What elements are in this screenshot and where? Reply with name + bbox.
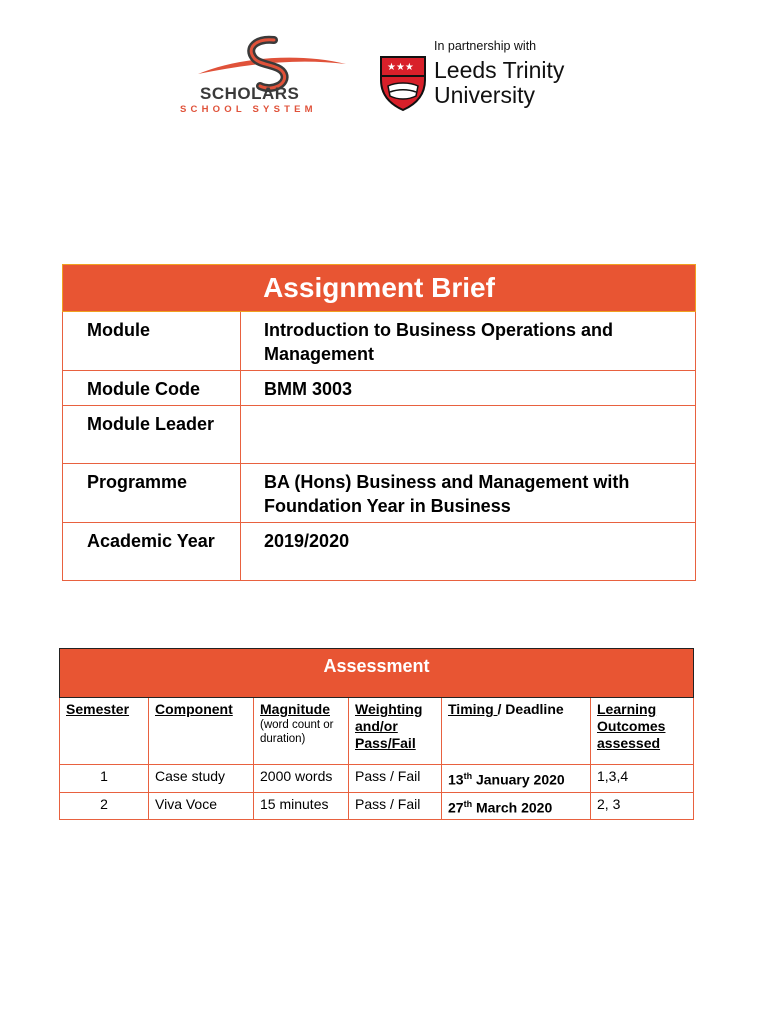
cell-semester: 1 [60, 765, 149, 793]
brief-value: BMM 3003 [241, 371, 696, 406]
university-name [434, 58, 564, 108]
brief-key: Academic Year [63, 523, 241, 581]
brief-row-module-leader [63, 406, 696, 464]
header-weighting: Weighting and/or Pass/Fail [355, 701, 423, 751]
brief-value: 2019/2020 [241, 523, 696, 581]
header-semester: Semester [66, 701, 130, 717]
brief-key: Module Code [63, 371, 241, 406]
header-timing: Timing [448, 701, 498, 717]
partnership-text: In partnership with [434, 39, 537, 53]
header-component: Component [155, 701, 233, 717]
brief-value: BA (Hons) Business and Management with Foundation Year in Business [241, 464, 696, 523]
cell-semester: 2 [60, 792, 149, 820]
brief-row-module-code [63, 371, 696, 406]
cell-outcomes: 2, 3 [591, 792, 694, 820]
header-learning-outcomes: Learning Outcomes assessed [597, 701, 666, 751]
brief-row-programme [63, 464, 696, 523]
scholars-subtitle: SCHOOL SYSTEM [180, 104, 317, 115]
cell-deadline: 27th March 2020 [442, 792, 591, 820]
brief-key: Module Leader [63, 406, 241, 464]
cell-weighting: Pass / Fail [349, 792, 442, 820]
assessment-header-row [60, 698, 694, 765]
university-name-line1: Leeds Trinity [434, 57, 565, 83]
cell-magnitude: 15 minutes [254, 792, 349, 820]
assessment-table [59, 648, 694, 820]
cell-deadline: 13th January 2020 [442, 765, 591, 793]
cell-component: Case study [149, 765, 254, 793]
brief-row-academic-year [63, 523, 696, 581]
university-shield-icon [378, 54, 428, 112]
university-name-line2: University [434, 82, 535, 108]
cell-weighting: Pass / Fail [349, 765, 442, 793]
brief-title: Assignment Brief [63, 265, 696, 312]
scholars-logo [176, 34, 366, 118]
svg-text:★★★: ★★★ [387, 62, 414, 73]
header-magnitude-note: (word count or duration) [260, 719, 334, 745]
brief-row-module [63, 312, 696, 371]
brief-key: Programme [63, 464, 241, 523]
cell-component: Viva Voce [149, 792, 254, 820]
assessment-row [60, 792, 694, 820]
header-magnitude: Magnitude [260, 701, 330, 717]
leeds-trinity-logo [378, 38, 578, 116]
assignment-brief-table [62, 264, 696, 581]
cell-magnitude: 2000 words [254, 765, 349, 793]
brief-value [241, 406, 696, 464]
scholars-name: SCHOLARS [200, 84, 300, 103]
header-deadline: / Deadline [497, 701, 564, 717]
assessment-title: Assessment [60, 649, 694, 698]
brief-key: Module [63, 312, 241, 371]
assessment-row [60, 765, 694, 793]
cell-outcomes: 1,3,4 [591, 765, 694, 793]
brief-value: Introduction to Business Operations and Management [241, 312, 696, 371]
